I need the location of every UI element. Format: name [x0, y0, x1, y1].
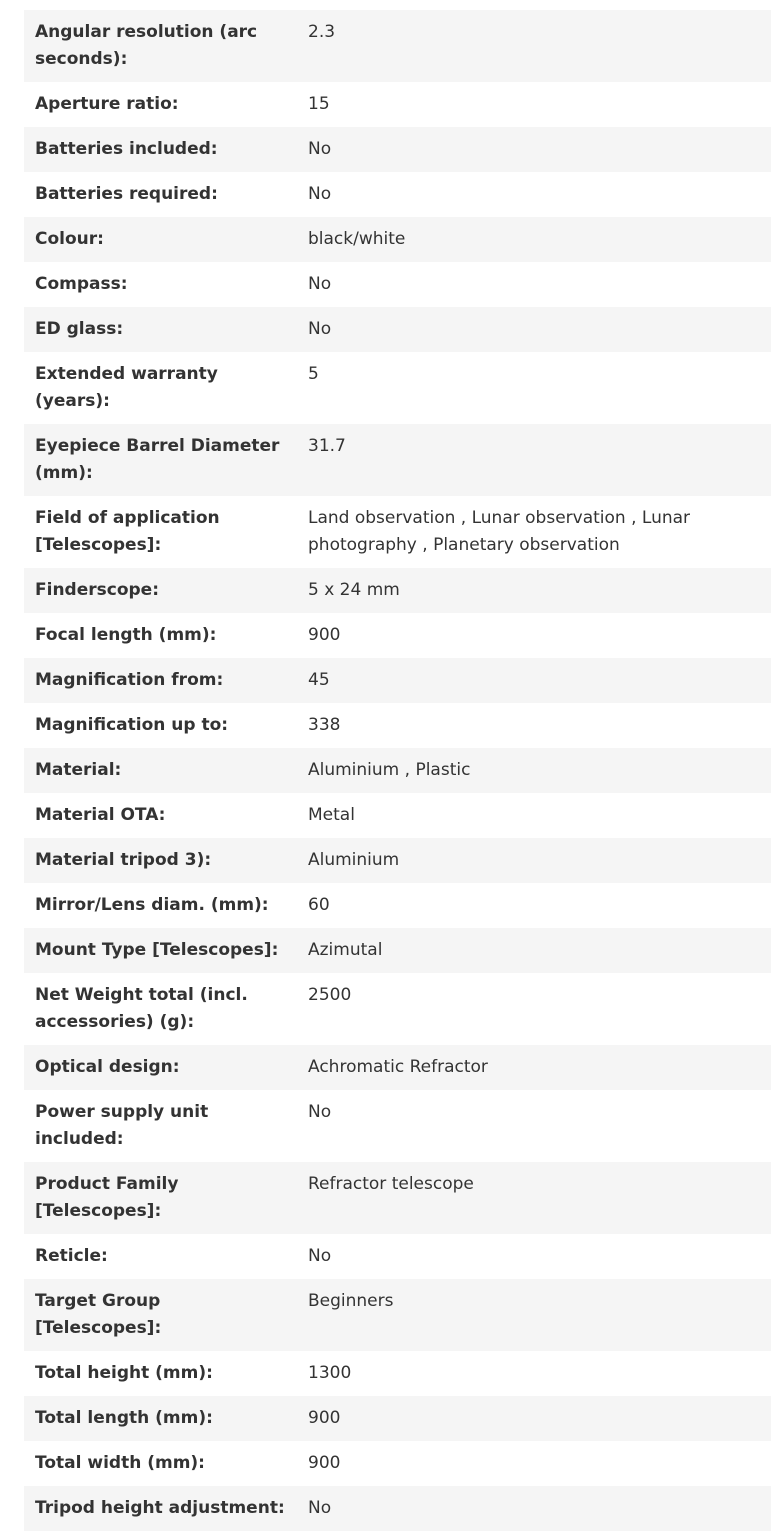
spec-row: [24, 793, 771, 838]
spec-row: [24, 424, 771, 496]
spec-label: Net Weight total (incl. accessories) (g):: [24, 973, 297, 1045]
spec-value: No: [297, 1090, 771, 1162]
spec-row: [24, 217, 771, 262]
spec-value: Achromatic Refractor: [297, 1045, 771, 1090]
spec-label: Field of application [Telescopes]:: [24, 496, 297, 568]
spec-value: 31.7: [297, 424, 771, 496]
spec-row: [24, 1396, 771, 1441]
spec-value: black/white: [297, 217, 771, 262]
spec-row: [24, 1162, 771, 1234]
spec-value: Refractor telescope: [297, 1162, 771, 1234]
spec-row: [24, 127, 771, 172]
spec-value: 45: [297, 658, 771, 703]
spec-label: Extended warranty (years):: [24, 352, 297, 424]
spec-value: No: [297, 1486, 771, 1531]
spec-label: Magnification from:: [24, 658, 297, 703]
spec-row: [24, 748, 771, 793]
spec-label: Mount Type [Telescopes]:: [24, 928, 297, 973]
spec-value: No: [297, 172, 771, 217]
spec-label: Total length (mm):: [24, 1396, 297, 1441]
spec-label: Eyepiece Barrel Diameter (mm):: [24, 424, 297, 496]
spec-row: [24, 172, 771, 217]
spec-label: Power supply unit included:: [24, 1090, 297, 1162]
spec-value: Land observation , Lunar observation , Lunar photography , Planetary observation: [297, 496, 771, 568]
spec-value: 15: [297, 82, 771, 127]
spec-label: Material:: [24, 748, 297, 793]
spec-value: 1300: [297, 1351, 771, 1396]
spec-label: Compass:: [24, 262, 297, 307]
spec-value: 900: [297, 613, 771, 658]
spec-label: Focal length (mm):: [24, 613, 297, 658]
spec-label: Tripod height adjustment:: [24, 1486, 297, 1531]
spec-label: Aperture ratio:: [24, 82, 297, 127]
spec-label: Mirror/Lens diam. (mm):: [24, 883, 297, 928]
spec-row: [24, 496, 771, 568]
spec-row: [24, 658, 771, 703]
spec-row: [24, 613, 771, 658]
spec-value: 5 x 24 mm: [297, 568, 771, 613]
spec-row: [24, 352, 771, 424]
spec-row: [24, 307, 771, 352]
spec-label: Product Family [Telescopes]:: [24, 1162, 297, 1234]
spec-value: No: [297, 127, 771, 172]
spec-row: [24, 703, 771, 748]
spec-label: Optical design:: [24, 1045, 297, 1090]
spec-label: Batteries required:: [24, 172, 297, 217]
spec-row: [24, 568, 771, 613]
spec-row: [24, 82, 771, 127]
spec-label: Reticle:: [24, 1234, 297, 1279]
spec-value: Aluminium: [297, 838, 771, 883]
spec-row: [24, 973, 771, 1045]
spec-label: Finderscope:: [24, 568, 297, 613]
spec-row: [24, 262, 771, 307]
specifications-table: [24, 10, 771, 1531]
spec-value: 338: [297, 703, 771, 748]
spec-label: Material OTA:: [24, 793, 297, 838]
specifications-body: [24, 10, 771, 1531]
spec-value: 5: [297, 352, 771, 424]
spec-label: Batteries included:: [24, 127, 297, 172]
spec-value: 60: [297, 883, 771, 928]
spec-row: [24, 1486, 771, 1531]
spec-value: 900: [297, 1441, 771, 1486]
spec-row: [24, 1045, 771, 1090]
spec-label: Angular resolution (arc seconds):: [24, 10, 297, 82]
spec-row: [24, 1351, 771, 1396]
spec-row: [24, 1441, 771, 1486]
spec-row: [24, 1279, 771, 1351]
spec-value: No: [297, 307, 771, 352]
spec-label: Total width (mm):: [24, 1441, 297, 1486]
spec-row: [24, 10, 771, 82]
spec-row: [24, 883, 771, 928]
spec-value: No: [297, 262, 771, 307]
spec-value: Azimutal: [297, 928, 771, 973]
spec-row: [24, 928, 771, 973]
spec-label: Magnification up to:: [24, 703, 297, 748]
spec-label: Target Group [Telescopes]:: [24, 1279, 297, 1351]
spec-value: Beginners: [297, 1279, 771, 1351]
spec-value: 2500: [297, 973, 771, 1045]
spec-label: Material tripod 3):: [24, 838, 297, 883]
spec-value: Metal: [297, 793, 771, 838]
spec-label: Colour:: [24, 217, 297, 262]
spec-label: Total height (mm):: [24, 1351, 297, 1396]
spec-value: No: [297, 1234, 771, 1279]
spec-value: 900: [297, 1396, 771, 1441]
spec-row: [24, 1234, 771, 1279]
spec-row: [24, 838, 771, 883]
spec-row: [24, 1090, 771, 1162]
spec-value: Aluminium , Plastic: [297, 748, 771, 793]
spec-label: ED glass:: [24, 307, 297, 352]
spec-value: 2.3: [297, 10, 771, 82]
